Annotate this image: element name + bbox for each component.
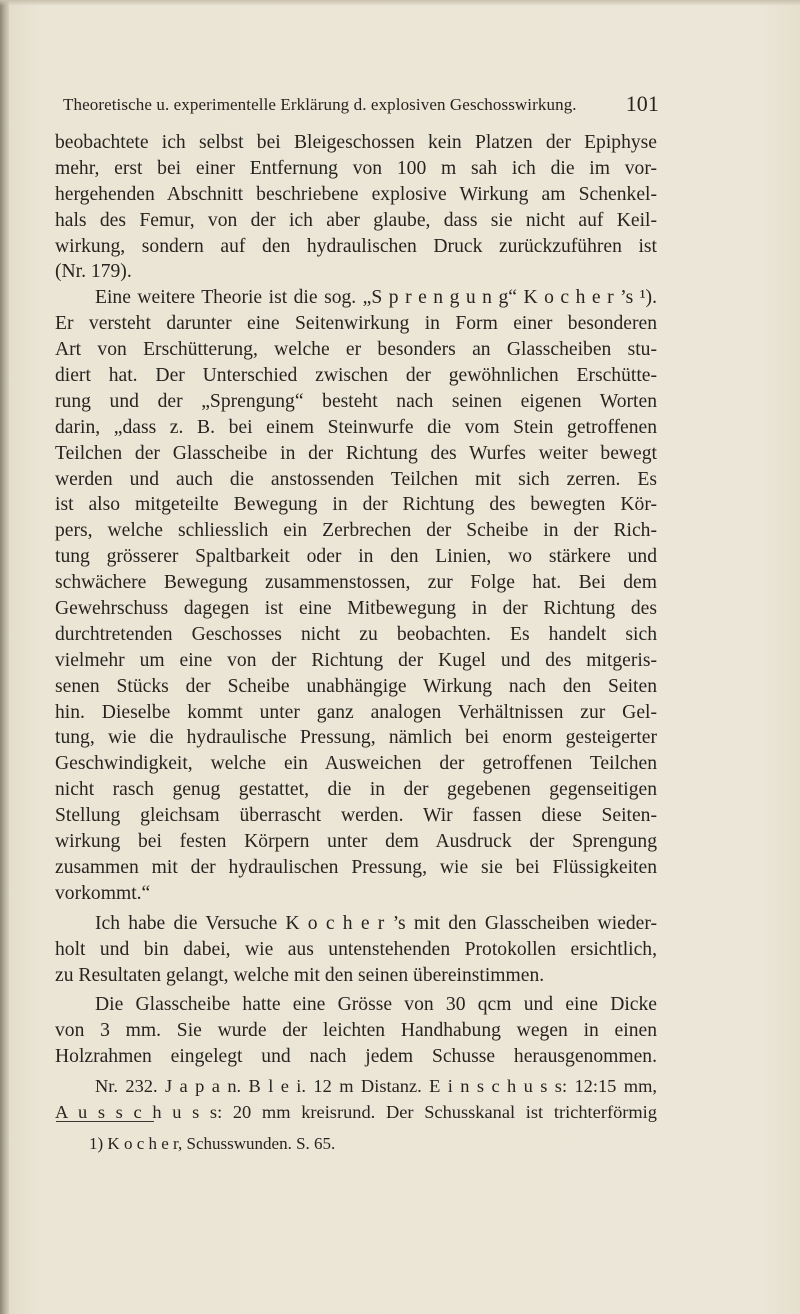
text-line: werden und auch die anstossenden Teilchen mit sich zerren. Es	[55, 468, 657, 490]
text-line: beobachtete ich selbst bei Bleigeschossen kein Platzen der Epiphyse	[55, 132, 657, 153]
text-line: darin, „dass z. B. bei einem Steinwurfe die vom Stein getroffenen	[55, 416, 657, 438]
text-line: A u s s c h u s s: 20 mm kreisrund. Der Schusskanal ist trichterförmig	[55, 1101, 657, 1122]
body-text	[55, 130, 657, 1126]
text-line: ist also mitgeteilte Bewegung in der Richtung des bewegten Kör-	[55, 494, 657, 516]
text-line: Gewehrschuss dagegen ist eine Mitbewegung in der Richtung des	[55, 598, 657, 620]
text-line: wirkung bei festen Körpern unter dem Ausdruck der Sprengung	[55, 831, 657, 853]
paragraph-1	[55, 130, 657, 285]
running-header	[63, 91, 659, 121]
text-line: Teilchen der Glasscheibe in der Richtung des Wurfes weiter bewegt	[55, 442, 657, 464]
text-line: Er versteht darunter eine Seitenwirkung in Form einer besonderen	[55, 313, 657, 335]
text-line: holt und bin dabei, wie aus untenstehenden Protokollen ersichtlich,	[55, 938, 657, 960]
page-number: 101	[625, 91, 659, 116]
text-line: hals des Femur, von der ich aber glaube, dass sie nicht auf Keil-	[55, 209, 657, 231]
text-line: Eine weitere Theorie ist die sog. „S p r e n g u n g“ K o c h e r ’s ¹).	[95, 287, 657, 309]
text-line: Die Glasscheibe hatte eine Grösse von 30 qcm und eine Dicke	[95, 994, 657, 1016]
text-line: nicht rasch genug gestattet, die in der gegebenen gegenseitigen	[55, 779, 657, 801]
footnote-rule	[56, 1121, 154, 1122]
running-title: Theoretische u. experimentelle Erklärung d. explosiven Geschosswirkung.	[63, 95, 577, 114]
footnote: 1) K o c h e r, Schusswunden. S. 65.	[89, 1134, 336, 1153]
paragraph-3	[55, 911, 657, 989]
text-line: Geschwindigkeit, welche ein Ausweichen der getroffenen Teilchen	[55, 753, 657, 775]
text-line: hin. Dieselbe kommt unter ganz analogen Verhältnissen zur Gel-	[55, 701, 657, 723]
text-line: Nr. 232. J a p a n. B l e i. 12 m Distanz. E i n s c h u s s: 12:15 mm,	[95, 1076, 657, 1097]
text-line: Ich habe die Versuche K o c h e r ’s mit den Glasscheiben wieder-	[95, 912, 657, 934]
text-line: vorkommt.“	[55, 882, 151, 904]
text-line: vielmehr um eine von der Richtung der Kugel und des mitgeris-	[55, 649, 657, 671]
text-line: hergehenden Abschnitt beschriebene explosive Wirkung am Schenkel-	[55, 183, 657, 205]
text-line: Holzrahmen eingelegt und nach jedem Schusse herausgenommen.	[55, 1046, 657, 1068]
text-line: senen Stücks der Scheibe unabhängige Wirkung nach den Seiten	[55, 675, 657, 697]
text-line: von 3 mm. Sie wurde der leichten Handhabung wegen in einen	[55, 1020, 657, 1042]
text-line: wirkung, sondern auf den hydraulischen Druck zurückzuführen ist	[55, 235, 657, 257]
text-line: zu Resultaten gelangt, welche mit den seinen übereinstimmen.	[55, 964, 545, 986]
text-line: (Nr. 179).	[55, 261, 132, 283]
book-spine-shadow	[0, 0, 9, 1314]
paragraph-4	[55, 992, 657, 1070]
text-line: zusammen mit der hydraulischen Pressung, wie sie bei Flüssigkeiten	[55, 856, 657, 878]
text-line: mehr, erst bei einer Entfernung von 100 m sah ich die im vor-	[55, 157, 657, 179]
text-line: tung, wie die hydraulische Pressung, nämlich bei enorm gesteigerter	[55, 727, 657, 749]
text-line: schwächere Bewegung zusammenstossen, zur Folge hat. Bei dem	[55, 572, 657, 594]
page-top-edge	[0, 0, 800, 6]
text-line: durchtretenden Geschosses nicht zu beobachten. Es handelt sich	[55, 623, 657, 645]
text-line: diert hat. Der Unterschied zwischen der gewöhnlichen Erschütte-	[55, 365, 657, 387]
text-line: Stellung gleichsam überrascht werden. Wir fassen diese Seiten-	[55, 805, 657, 827]
text-line: pers, welche schliesslich ein Zerbrechen der Scheibe in der Rich-	[55, 520, 657, 542]
paragraph-2	[55, 285, 657, 906]
text-line: rung und der „Sprengung“ besteht nach seinen eigenen Worten	[55, 390, 657, 412]
text-line: tung grösserer Spaltbarkeit oder in den Linien, wo stärkere und	[55, 546, 657, 568]
text-line: Art von Erschütterung, welche er besonders an Glasscheiben stu-	[55, 339, 657, 361]
protocol-entry	[55, 1074, 657, 1126]
